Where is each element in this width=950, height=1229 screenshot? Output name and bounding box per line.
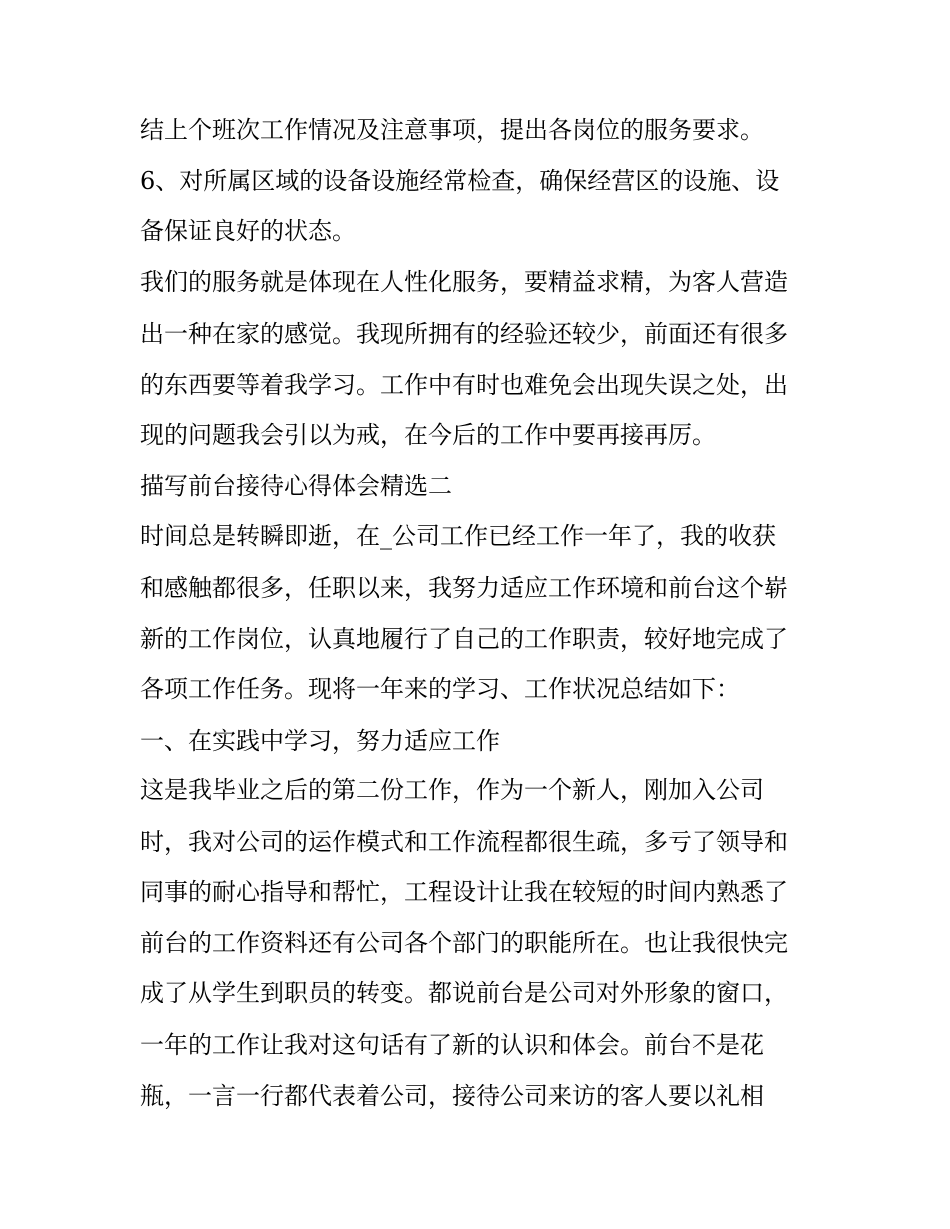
text-line: 现的问题我会引以为戒，在今后的工作中要再接再厉。	[140, 421, 716, 449]
text-line: 新的工作岗位，认真地履行了自己的工作职责，较好地完成了	[140, 625, 788, 653]
text-line: 6、对所属区域的设备设施经常检查，确保经营区的设施、设	[140, 167, 780, 195]
text-line: 出一种在家的感觉。我现所拥有的经验还较少，前面还有很多	[140, 320, 788, 348]
text-line: 瓶，一言一行都代表着公司，接待公司来访的客人要以礼相	[140, 1082, 764, 1110]
section-heading: 描写前台接待心得体会精选二	[140, 472, 452, 500]
text-line: 这是我毕业之后的第二份工作，作为一个新人，刚加入公司	[140, 776, 764, 804]
text-line: 成了从学生到职员的转变。都说前台是公司对外形象的窗口，	[140, 979, 788, 1007]
text-line: 时间总是转瞬即逝，在_公司工作已经工作一年了，我的收获	[140, 522, 776, 550]
text-line: 备保证良好的状态。	[140, 217, 356, 245]
subsection-heading: 一、在实践中学习，努力适应工作	[140, 727, 500, 755]
text-line: 同事的耐心指导和帮忙，工程设计让我在较短的时间内熟悉了	[140, 878, 788, 906]
text-line: 时，我对公司的运作模式和工作流程都很生疏，多亏了领导和	[140, 828, 788, 856]
text-line: 前台的工作资料还有公司各个部门的职能所在。也让我很快完	[140, 929, 788, 957]
text-line: 结上个班次工作情况及注意事项，提出各岗位的服务要求。	[140, 116, 764, 144]
text-line: 我们的服务就是体现在人性化服务，要精益求精，为客人营造	[140, 268, 788, 296]
text-line: 各项工作任务。现将一年来的学习、工作状况总结如下：	[140, 675, 740, 703]
text-line: 一年的工作让我对这句话有了新的认识和体会。前台不是花	[140, 1031, 764, 1059]
text-line: 和感触都很多，任职以来，我努力适应工作环境和前台这个崭	[140, 574, 788, 602]
text-line: 的东西要等着我学习。工作中有时也难免会出现失误之处，出	[140, 371, 788, 399]
